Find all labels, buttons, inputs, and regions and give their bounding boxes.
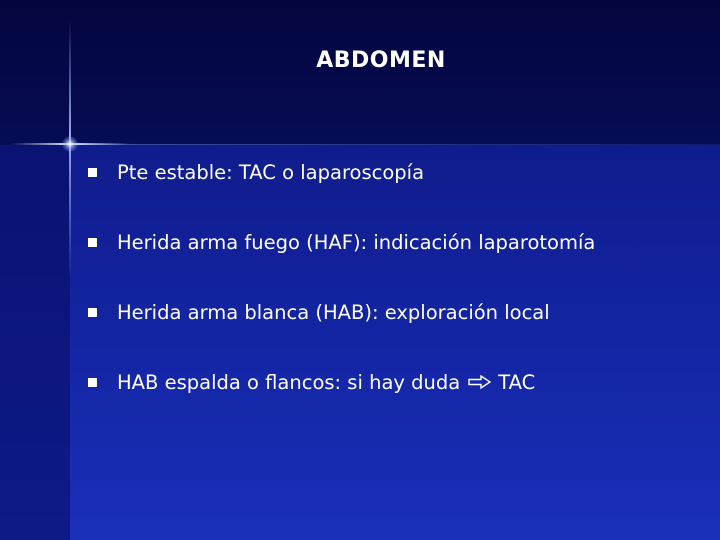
bullet-item xyxy=(88,224,595,260)
panel-top-edge xyxy=(70,144,720,145)
square-bullet-icon xyxy=(88,378,97,387)
bullet-item xyxy=(88,294,595,330)
sparkle-star-icon xyxy=(62,136,78,152)
bullet-item xyxy=(88,364,595,400)
square-bullet-icon xyxy=(88,168,97,177)
bullet-text: Herida arma fuego (HAF): indicación laparotomía xyxy=(117,230,596,254)
outline-right-arrow-icon xyxy=(468,371,492,394)
bullet-text: Herida arma blanca (HAB): exploración local xyxy=(117,300,550,324)
bullet-text-after: TAC xyxy=(498,370,536,394)
slide-title: ABDOMEN xyxy=(316,48,446,73)
bullet-item xyxy=(88,154,595,190)
square-bullet-icon xyxy=(88,238,97,247)
square-bullet-icon xyxy=(88,308,97,317)
bullet-list xyxy=(88,154,595,434)
bullet-text: Pte estable: TAC o laparoscopía xyxy=(117,160,425,184)
left-strip xyxy=(0,145,70,540)
bullet-text-before: HAB espalda o flancos: si hay duda xyxy=(117,370,461,394)
